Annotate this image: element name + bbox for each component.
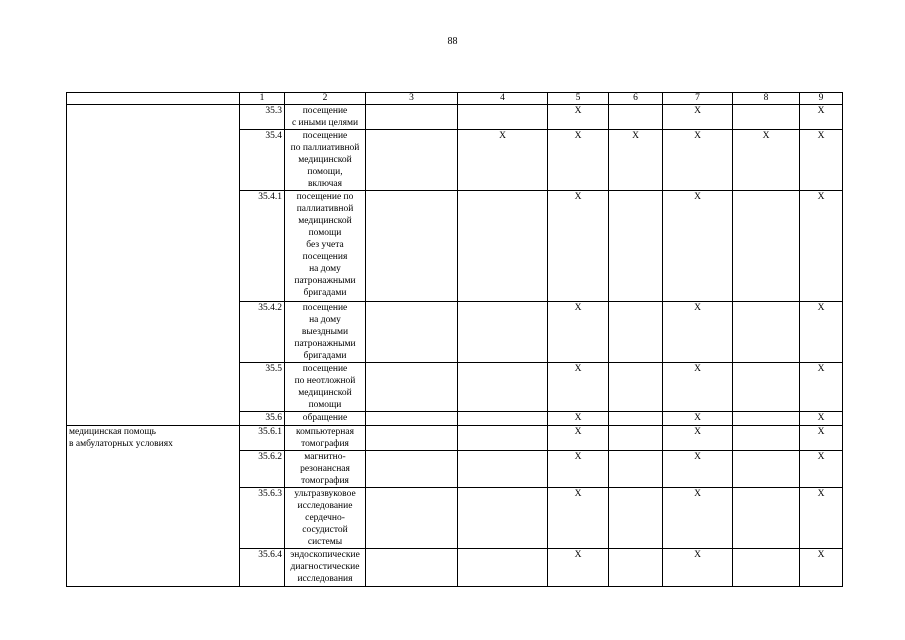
row-name: компьютерная томография	[285, 426, 366, 451]
mark-col-9: X	[800, 412, 843, 426]
mark-col-8	[733, 412, 800, 426]
mark-col-8	[733, 549, 800, 587]
mark-col-9: X	[800, 488, 843, 549]
mark-col-4	[458, 105, 548, 130]
mark-col-3	[366, 426, 458, 451]
row-code: 35.6.2	[240, 451, 285, 488]
mark-col-6	[609, 302, 663, 363]
header-cell-1: 1	[240, 93, 285, 105]
mark-col-5: X	[548, 302, 609, 363]
mark-col-4	[458, 549, 548, 587]
row-code: 35.4.2	[240, 302, 285, 363]
mark-col-3	[366, 105, 458, 130]
mark-col-6	[609, 451, 663, 488]
mark-col-7: X	[663, 191, 733, 302]
row-code: 35.4	[240, 130, 285, 191]
mark-col-3	[366, 363, 458, 412]
table-row	[67, 426, 843, 451]
mark-col-6	[609, 426, 663, 451]
header-cell-8: 8	[733, 93, 800, 105]
row-code: 35.6.4	[240, 549, 285, 587]
header-row	[67, 93, 843, 105]
mark-col-5: X	[548, 105, 609, 130]
mark-col-5: X	[548, 412, 609, 426]
row-code: 35.4.1	[240, 191, 285, 302]
mark-col-4	[458, 426, 548, 451]
mark-col-3	[366, 191, 458, 302]
mark-col-6	[609, 363, 663, 412]
mark-col-8	[733, 191, 800, 302]
mark-col-8	[733, 105, 800, 130]
row-name: магнитно- резонансная томография	[285, 451, 366, 488]
data-table	[66, 92, 843, 587]
mark-col-6: X	[609, 130, 663, 191]
mark-col-5: X	[548, 191, 609, 302]
row-name: посещение с иными целями	[285, 105, 366, 130]
row-name: посещение по паллиативной медицинской помощи без учета посещения на дому патронажными бригадами	[285, 191, 366, 302]
mark-col-8	[733, 363, 800, 412]
mark-col-6	[609, 488, 663, 549]
mark-col-3	[366, 451, 458, 488]
header-cell-2: 2	[285, 93, 366, 105]
row-code: 35.3	[240, 105, 285, 130]
mark-col-4	[458, 302, 548, 363]
mark-col-9: X	[800, 549, 843, 587]
row-name: ультразвуковое исследование сердечно- сосудистой системы	[285, 488, 366, 549]
page-number: 88	[447, 36, 458, 47]
mark-col-7: X	[663, 130, 733, 191]
mark-col-5: X	[548, 426, 609, 451]
mark-col-6	[609, 105, 663, 130]
row-code: 35.5	[240, 363, 285, 412]
mark-col-9: X	[800, 451, 843, 488]
row-name: посещение по неотложной медицинской помощи	[285, 363, 366, 412]
mark-col-7: X	[663, 549, 733, 587]
row-code: 35.6.1	[240, 426, 285, 451]
mark-col-4	[458, 412, 548, 426]
mark-col-5: X	[548, 451, 609, 488]
mark-col-3	[366, 302, 458, 363]
mark-col-5: X	[548, 363, 609, 412]
mark-col-8: X	[733, 130, 800, 191]
mark-col-3	[366, 412, 458, 426]
header-cell-4: 4	[458, 93, 548, 105]
mark-col-6	[609, 191, 663, 302]
row-name: эндоскопические диагностические исследования	[285, 549, 366, 587]
mark-col-7: X	[663, 302, 733, 363]
mark-col-9: X	[800, 191, 843, 302]
mark-col-9: X	[800, 426, 843, 451]
row-code: 35.6	[240, 412, 285, 426]
mark-col-5: X	[548, 549, 609, 587]
mark-col-8	[733, 451, 800, 488]
header-cell-7: 7	[663, 93, 733, 105]
mark-col-3	[366, 488, 458, 549]
row-name: посещение на дому выездными патронажными бригадами	[285, 302, 366, 363]
mark-col-4: X	[458, 130, 548, 191]
mark-col-7: X	[663, 105, 733, 130]
mark-col-8	[733, 488, 800, 549]
mark-col-7: X	[663, 363, 733, 412]
mark-col-7: X	[663, 451, 733, 488]
mark-col-4	[458, 363, 548, 412]
mark-col-8	[733, 302, 800, 363]
mark-col-3	[366, 549, 458, 587]
header-cell-9: 9	[800, 93, 843, 105]
mark-col-6	[609, 549, 663, 587]
mark-col-7: X	[663, 412, 733, 426]
mark-col-9: X	[800, 130, 843, 191]
mark-col-3	[366, 130, 458, 191]
mark-col-5: X	[548, 488, 609, 549]
header-cell-3: 3	[366, 93, 458, 105]
header-cell-empty	[67, 93, 240, 105]
table-row	[67, 105, 843, 130]
mark-col-5: X	[548, 130, 609, 191]
row-code: 35.6.3	[240, 488, 285, 549]
mark-col-9: X	[800, 363, 843, 412]
mark-col-9: X	[800, 105, 843, 130]
mark-col-9: X	[800, 302, 843, 363]
mark-col-7: X	[663, 426, 733, 451]
row-name: обращение	[285, 412, 366, 426]
mark-col-4	[458, 488, 548, 549]
mark-col-7: X	[663, 488, 733, 549]
section-label: медицинская помощь в амбулаторных условиях	[67, 426, 240, 587]
section-cell-blank	[67, 105, 240, 426]
header-cell-6: 6	[609, 93, 663, 105]
mark-col-8	[733, 426, 800, 451]
mark-col-4	[458, 451, 548, 488]
mark-col-6	[609, 412, 663, 426]
mark-col-4	[458, 191, 548, 302]
row-name: посещение по паллиативной медицинской помощи, включая	[285, 130, 366, 191]
header-cell-5: 5	[548, 93, 609, 105]
